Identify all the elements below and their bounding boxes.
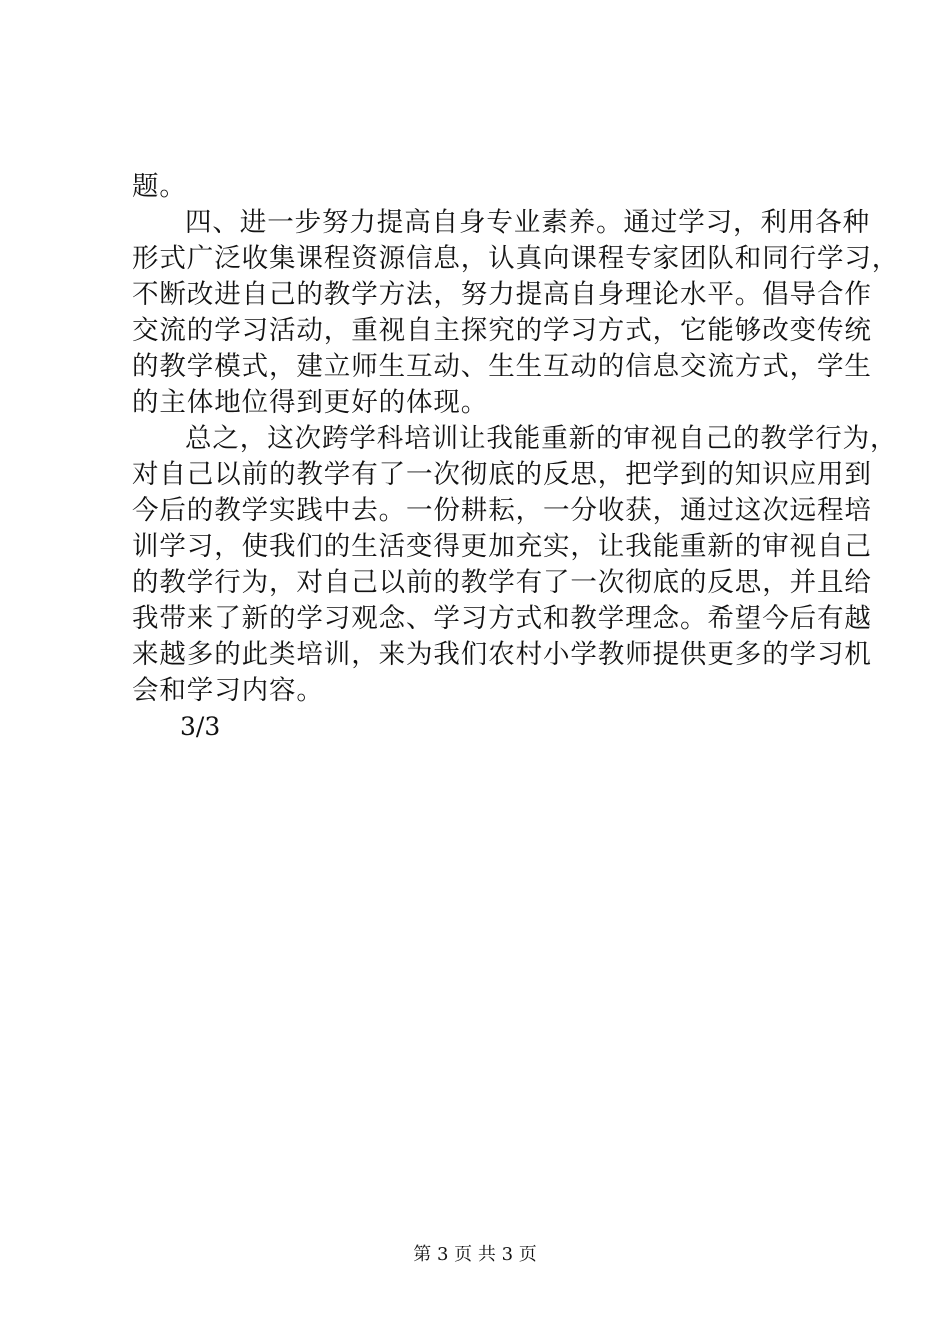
text-line: 的教学行为，对自己以前的教学有了一次彻底的反思，并且给 [132, 567, 872, 598]
text-line: 对自己以前的教学有了一次彻底的反思，把学到的知识应用到 [132, 459, 872, 490]
text-line: 形式广泛收集课程资源信息，认真向课程专家团队和同行学习， [132, 243, 900, 274]
text-line: 交流的学习活动，重视自主探究的学习方式，它能够改变传统 [132, 315, 872, 346]
text-line: 我带来了新的学习观念、学习方式和教学理念。希望今后有越 [132, 603, 872, 634]
page-footer: 第 3 页 共 3 页 [413, 1244, 537, 1265]
text-line: 会和学习内容。 [132, 675, 324, 706]
page-reference: 3/3 [180, 712, 221, 741]
text-line: 不断改进自己的教学方法，努力提高自身理论水平。倡导合作 [132, 279, 872, 310]
text-line: 总之，这次跨学科培训让我能重新的审视自己的教学行为， [185, 423, 898, 454]
text-line: 的教学模式，建立师生互动、生生互动的信息交流方式，学生 [132, 351, 872, 382]
text-line: 今后的教学实践中去。一份耕耘，一分收获，通过这次远程培 [132, 495, 872, 526]
text-line: 训学习，使我们的生活变得更加充实，让我能重新的审视自己 [132, 531, 872, 562]
text-line: 题。 [132, 171, 187, 202]
text-line: 四、进一步努力提高自身专业素养。通过学习，利用各种 [185, 207, 870, 238]
text-line: 的主体地位得到更好的体现。 [132, 387, 489, 418]
text-line: 来越多的此类培训，来为我们农村小学教师提供更多的学习机 [132, 639, 872, 670]
